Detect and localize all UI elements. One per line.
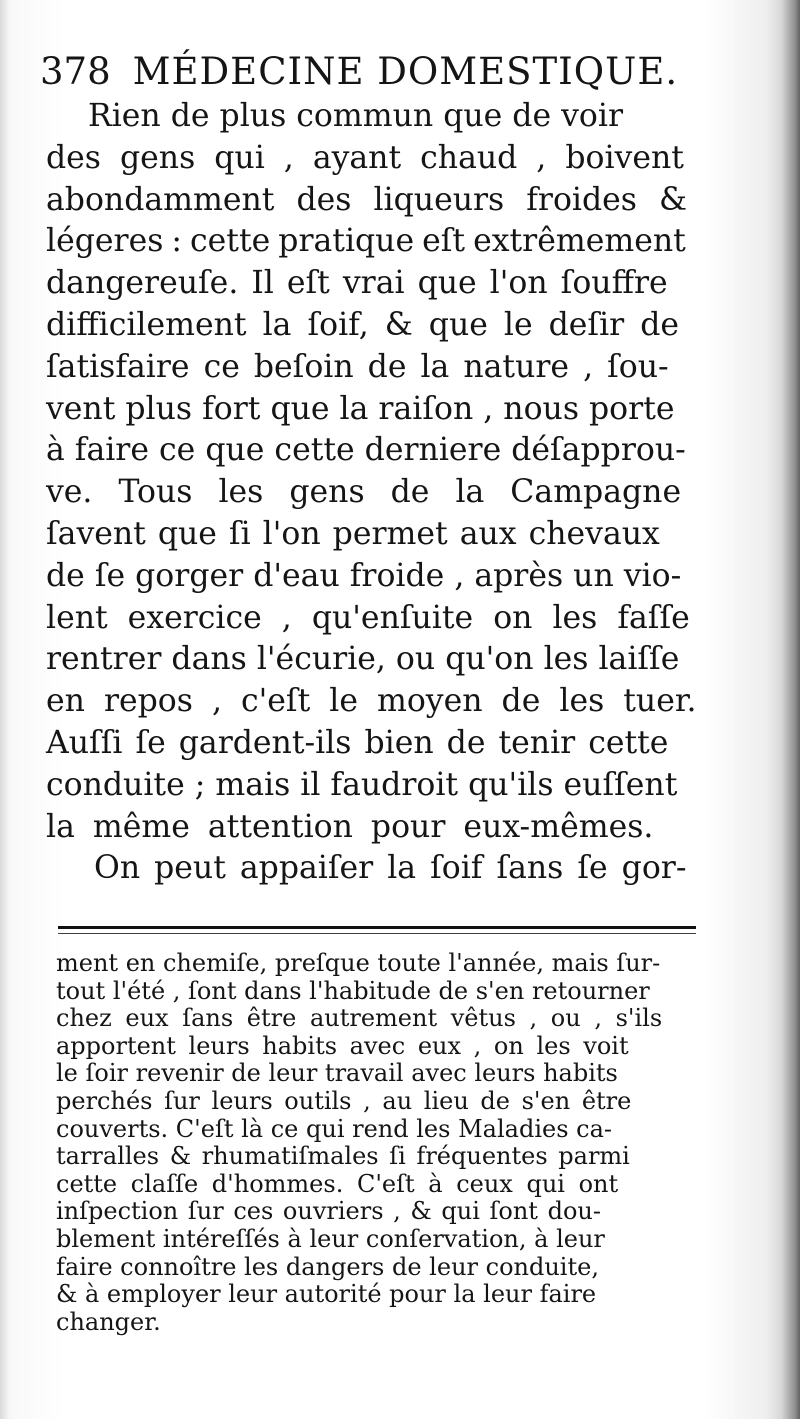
text-line: en repos , c'eſt le moyen de les tuer. <box>46 683 697 720</box>
text-line: Rien de plus commun que de voir <box>88 98 624 134</box>
text-line: rentrer dans l'écurie, ou qu'on les laiſſe <box>46 641 680 678</box>
footnote-line: faire connoître les dangers de leur conduite, <box>56 1252 599 1281</box>
footnote-line: couverts. C'eſt là ce qui rend les Maladies ca- <box>56 1114 612 1143</box>
footnote-line: cette claſſe d'hommes. C'eſt à ceux qui ont <box>56 1169 619 1198</box>
text-line: ve. Tous les gens de la Campagne <box>46 474 682 511</box>
text-line: la même attention pour eux-mêmes. <box>46 808 654 845</box>
footnote-line: ment en chemiſe, preſque toute l'année, mais ſur- <box>56 949 661 977</box>
running-header <box>40 48 740 96</box>
text-line: ſavent que ſi l'on permet aux chevaux <box>46 515 660 552</box>
footnote-line: apportent leurs habits avec eux , on les voit <box>56 1031 629 1060</box>
text-line: conduite ; mais il faudroit qu'ils euſſent <box>46 766 678 803</box>
page-gutter-shadow <box>0 0 10 1419</box>
footnote-line: tout l'été , ſont dans l'habitude de s'en retourner <box>56 976 650 1005</box>
text-line: légeres : cette pratique eſt extrêmement <box>46 223 686 260</box>
footnote-line: chez eux ſans être autrement vêtus , ou , s'ils <box>56 1004 663 1033</box>
running-title: MÉDECINE DOMESTIQUE. <box>132 50 679 93</box>
text-line: difficilement la ſoif, & que le deſir de <box>46 306 680 343</box>
text-line: des gens qui , ayant chaud , boivent <box>46 139 684 176</box>
text-line: abondamment des liqueurs froides & <box>46 181 688 218</box>
footnote-text <box>56 950 696 1336</box>
text-line: ſatisfaire ce beſoin de la nature , ſou- <box>46 348 669 385</box>
footnote-line: changer. <box>56 1307 161 1336</box>
footnote-line: & à employer leur autorité pour la leur faire <box>56 1280 597 1309</box>
footnote-separator-hairline <box>58 933 696 934</box>
text-line: lent exercice , qu'enſuite on les faſſe <box>46 599 690 636</box>
text-line: On peut appaiſer la ſoif ſans ſe gor- <box>94 850 687 887</box>
footnote-line: tarralles & rhumatiſmales ſi fréquentes parmi <box>56 1142 630 1171</box>
footnote-separator-rule <box>58 926 696 929</box>
text-line: Auſſi ſe gardent-ils bien de tenir cette <box>46 724 669 761</box>
footnote-line: le ſoir revenir de leur travail avec leurs habits <box>56 1059 618 1088</box>
text-line: vent plus fort que la raiſon , nous porte <box>46 390 675 427</box>
text-line: de ſe gorger d'eau froide , après un vio- <box>46 557 682 594</box>
page-edge-shadow <box>766 0 800 1419</box>
page-number: 378 <box>40 50 111 93</box>
text-line: dangereuſe. Il eſt vrai que l'on ſouffre <box>46 265 668 302</box>
footnote-line: inſpection ſur ces ouvriers , & qui ſont dou- <box>56 1197 601 1226</box>
footnote-line: perchés ſur leurs outils , au lieu de s'en être <box>56 1086 632 1115</box>
text-line: à faire ce que cette derniere déſapprou- <box>46 432 686 469</box>
footnote-line: blement intéreſſés à leur conſervation, à leur <box>56 1224 605 1253</box>
main-text <box>46 96 746 890</box>
